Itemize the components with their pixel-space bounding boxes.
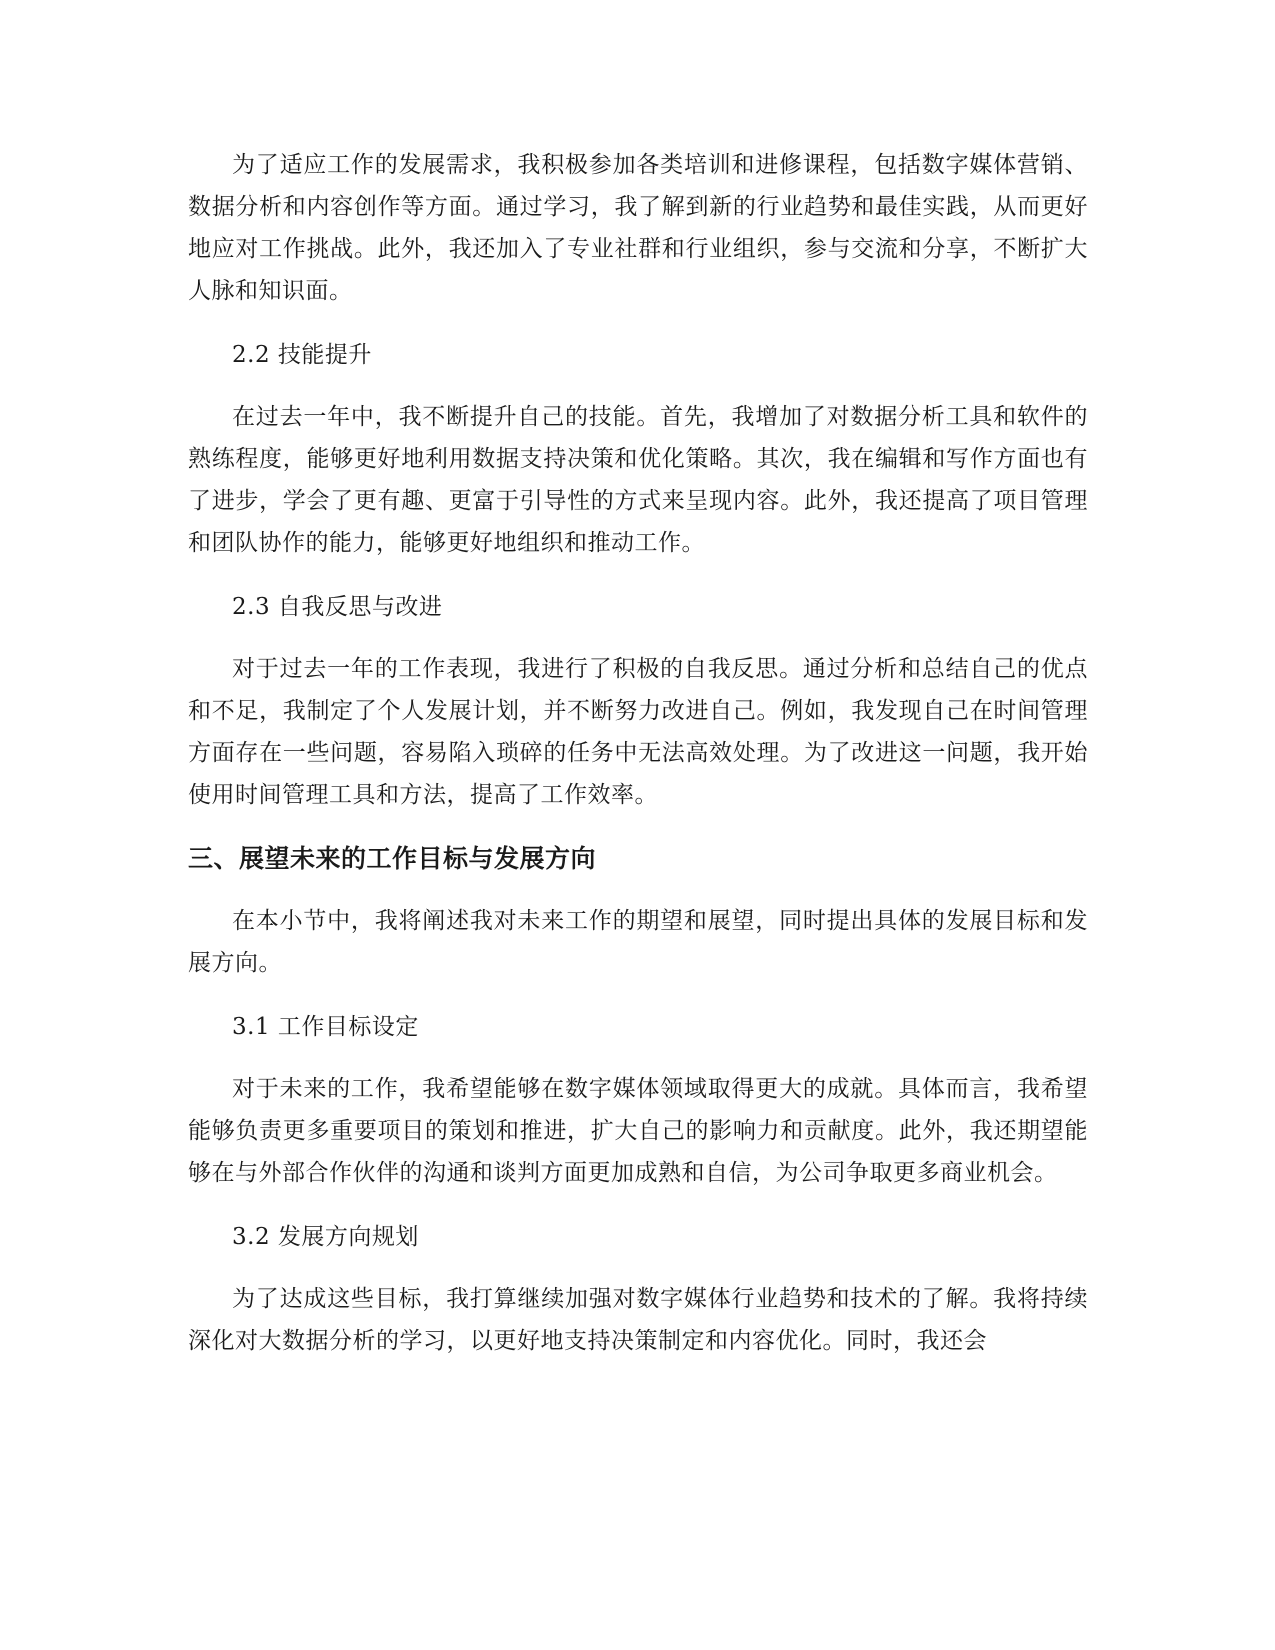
paragraph-skill-improvement: 在过去一年中，我不断提升自己的技能。首先，我增加了对数据分析工具和软件的熟练程度，能够更好地利用数据支持决策和优化策略。其次，我在编辑和写作方面也有了进步，学会了更有趣、更富于引导性的方式来呈现内容。此外，我还提高了项目管理和团队协作的能力，能够更好地组织和推动工作。 [188,404,1088,556]
paragraph-training: 为了适应工作的发展需求，我积极参加各类培训和进修课程，包括数字媒体营销、数据分析和内容创作等方面。通过学习，我了解到新的行业趋势和最佳实践，从而更好地应对工作挑战。此外，我还加入了专业社群和行业组织，参与交流和分享，不断扩大人脉和知识面。 [188,152,1088,304]
paragraph-direction-planning: 为了达成这些目标，我打算继续加强对数字媒体行业趋势和技术的了解。我将持续深化对大数据分析的学习，以更好地支持决策制定和内容优化。同时，我还会 [188,1286,1088,1354]
section-heading-future-goals: 三、展望未来的工作目标与发展方向 [188,844,597,873]
subheading-direction-planning: 3.2 发展方向规划 [232,1224,419,1250]
subheading-skill-improvement: 2.2 技能提升 [232,342,372,368]
paragraph-self-reflection: 对于过去一年的工作表现，我进行了积极的自我反思。通过分析和总结自己的优点和不足，我制定了个人发展计划，并不断努力改进自己。例如，我发现自己在时间管理方面存在一些问题，容易陷入琐碎的任务中无法高效处理。为了改进这一问题，我开始使用时间管理工具和方法，提高了工作效率。 [188,656,1088,808]
paragraph-section-intro: 在本小节中，我将阐述我对未来工作的期望和展望，同时提出具体的发展目标和发展方向。 [188,908,1088,976]
subheading-goal-setting: 3.1 工作目标设定 [232,1014,419,1040]
paragraph-goal-setting: 对于未来的工作，我希望能够在数字媒体领域取得更大的成就。具体而言，我希望能够负责更多重要项目的策划和推进，扩大自己的影响力和贡献度。此外，我还期望能够在与外部合作伙伴的沟通和谈判方面更加成熟和自信，为公司争取更多商业机会。 [188,1076,1088,1186]
subheading-self-reflection: 2.3 自我反思与改进 [232,594,443,620]
document-body [188,144,1088,1384]
